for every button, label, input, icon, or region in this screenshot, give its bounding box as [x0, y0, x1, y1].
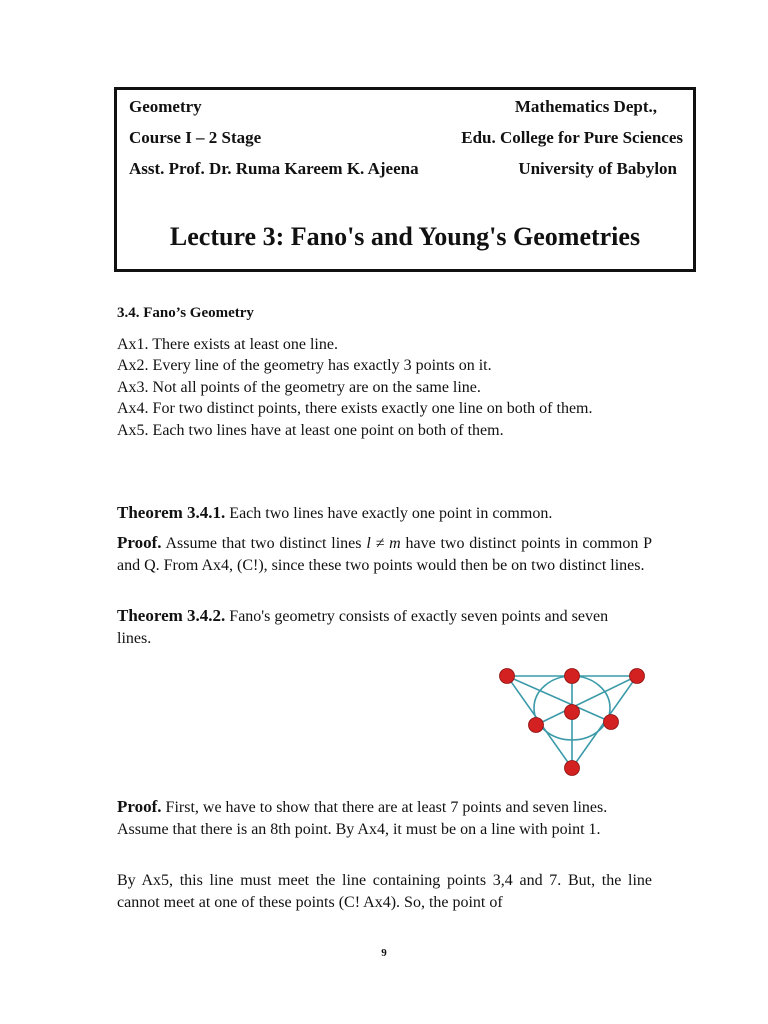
theorem-text: Each two lines have exactly one point in common.: [225, 505, 553, 522]
proof-text: have two distinct points in common P and Q. From Ax4, (C!), since these two points would then be on two distinct lines.: [117, 535, 653, 574]
university: University of Babylon: [518, 159, 677, 178]
paragraph: By Ax5, this line must meet the line containing points 3,4 and 7. But, the line cannot meet at one of these points (C! Ax4). So, the point of: [117, 872, 652, 911]
section-title: 3.4. Fano’s Geometry: [117, 305, 254, 321]
theorem-label: Theorem 3.4.1.: [117, 503, 226, 522]
fano-point: [630, 669, 645, 684]
header-line-2: [129, 128, 683, 148]
fano-point: [565, 669, 580, 684]
fano-point: [565, 761, 580, 776]
proof-label: Proof.: [117, 797, 162, 816]
fano-line: [536, 676, 637, 725]
header-line-1: [129, 97, 683, 117]
theorem-text: Fano's geometry consists of exactly seven points and seven lines.: [117, 608, 609, 647]
page-number: 9: [381, 947, 387, 959]
proof-label: Proof.: [117, 533, 162, 552]
proof-1: [117, 532, 652, 576]
department: Mathematics Dept.,: [514, 97, 657, 116]
fano-point: [604, 715, 619, 730]
axiom-item: Ax4. For two distinct points, there exists exactly one line on both of them.: [117, 400, 593, 418]
header-line-3: [129, 159, 683, 179]
theorem-3-4-2: [117, 605, 637, 649]
axiom-item: Ax2. Every line of the geometry has exactly 3 points on it.: [117, 357, 492, 375]
header-box: [114, 87, 696, 272]
proof-text: First, we have to show that there are at least 7 points and seven lines. Assume that there is an 8th point. By Ax4, it must be on a line with point 1.: [117, 799, 608, 838]
theorem-3-4-1: [117, 502, 652, 525]
axiom-item: Ax1. There exists at least one line.: [117, 336, 338, 353]
lecture-title: Lecture 3: Fano's and Young's Geometries: [169, 222, 641, 251]
axiom-list: [117, 334, 637, 441]
course-stage: Course I – 2 Stage: [129, 128, 262, 147]
math-expression: l ≠ m: [366, 535, 401, 552]
theorem-label: Theorem 3.4.2.: [117, 606, 226, 625]
axiom-item: Ax5. Each two lines have at least one point on both of them.: [117, 421, 504, 439]
fano-point: [500, 669, 515, 684]
course-subject: Geometry: [129, 97, 202, 116]
fano-plane-figure: [492, 664, 652, 780]
instructor: Asst. Prof. Dr. Ruma Kareem K. Ajeena: [129, 159, 419, 178]
fano-point: [565, 705, 580, 720]
college: Edu. College for Pure Sciences: [461, 128, 683, 147]
fano-point: [529, 718, 544, 733]
proof-2: [117, 796, 652, 840]
proof-text: Assume that two distinct lines: [161, 535, 367, 552]
axiom-item: Ax3. Not all points of the geometry are on the same line.: [117, 378, 481, 396]
